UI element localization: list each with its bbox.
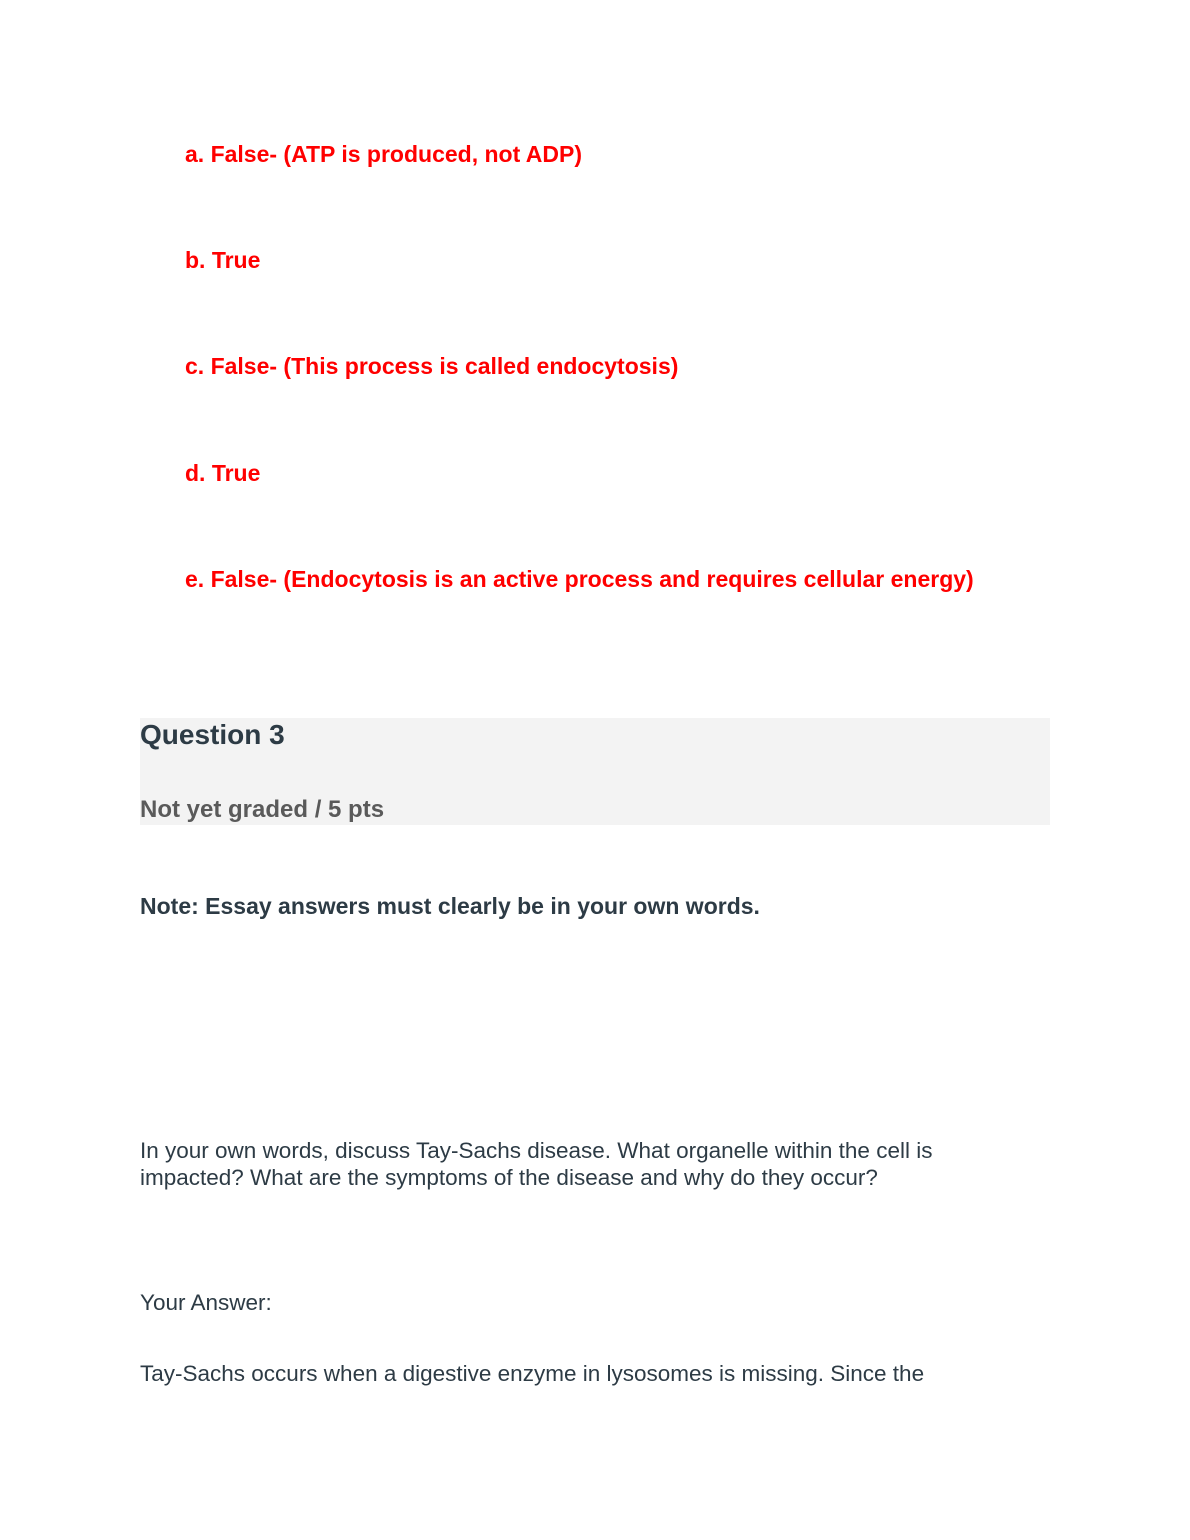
question-header xyxy=(140,718,1050,825)
essay-note: Note: Essay answers must clearly be in your own words. xyxy=(140,893,760,919)
question-title: Question 3 xyxy=(140,719,285,750)
answer-e: e. False- (Endocytosis is an active process and requires cellular energy) xyxy=(185,566,974,592)
answer-c: c. False- (This process is called endocytosis) xyxy=(185,353,679,379)
essay-answer-text: Tay-Sachs occurs when a digestive enzyme in lysosomes is missing. Since the xyxy=(140,1361,925,1386)
question-grade: Not yet graded / 5 pts xyxy=(140,796,385,823)
answer-d: d. True xyxy=(185,460,261,486)
your-answer-label: Your Answer: xyxy=(140,1290,272,1315)
answer-b: b. True xyxy=(185,247,261,273)
question-prompt: In your own words, discuss Tay-Sachs disease. What organelle within the cell is impacted? What are the symptoms of the disease and why do they occur? xyxy=(140,1138,933,1190)
answer-a: a. False- (ATP is produced, not ADP) xyxy=(185,141,583,167)
